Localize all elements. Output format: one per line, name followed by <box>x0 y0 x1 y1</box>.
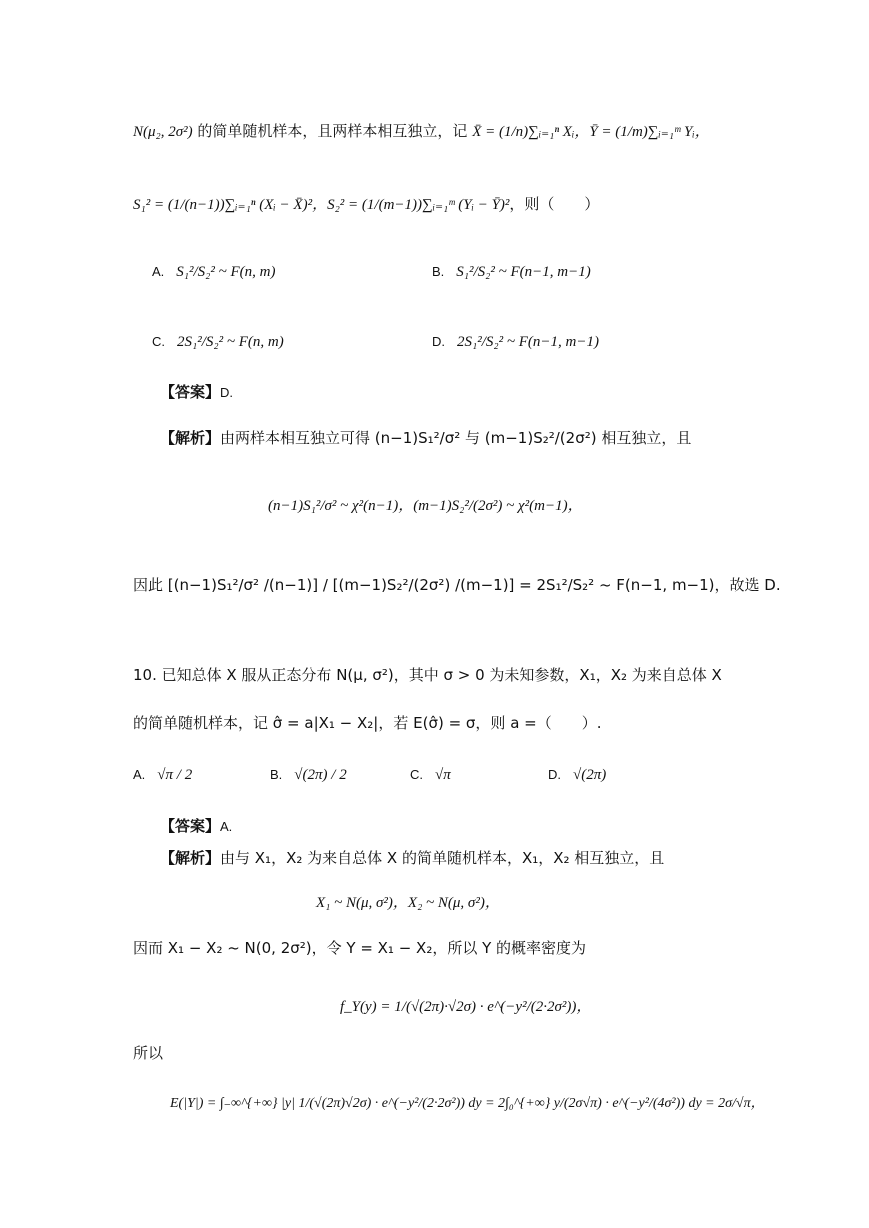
q10-density-formula: f_Y(y) = 1/(√(2π)·√2σ) · e^(−y²/(2·2σ²))， <box>340 999 592 1015</box>
q10-option-b: B. √(2π) / 2 <box>270 767 347 783</box>
answer-value: D. <box>220 385 234 400</box>
q10-answer <box>160 815 244 836</box>
analysis-tag: 【解析】 <box>160 429 221 447</box>
q10-option-c: C. √π <box>410 767 451 783</box>
q10-option-a: A. √π / 2 <box>133 767 193 783</box>
q9-line1-text: 的简单随机样本，且两样本相互独立，记 <box>192 122 473 140</box>
q9-distribution: N(μ₂, 2σ²) <box>133 124 193 140</box>
answer-tag: 【答案】 <box>160 383 221 401</box>
q10-stem-line2: 的简单随机样本，记 σ̂ = a|X₁ − X₂|，若 E(σ̂) = σ，则 a =（ ）. <box>133 714 602 732</box>
q9-ybar: ，Ȳ = (1/m)∑ᵢ₌₁ᵐ Yᵢ， <box>574 124 710 140</box>
q9-answer <box>160 381 245 402</box>
q9-option-a: A. S₁²/S₂² ~ F(n, m) <box>152 264 276 280</box>
q10-analysis-2: X₁ ~ N(μ, σ²)，X₂ ~ N(μ, σ²)， <box>316 895 500 911</box>
q9-analysis-2: (n−1)S₁²/σ² ~ χ²(n−1)，(m−1)S₂²/(2σ²) ~ χ²(m−1)， <box>268 498 583 514</box>
q9-line2-tail: ，则（ ） <box>509 195 600 213</box>
q9-line1 <box>133 120 710 141</box>
q9-s1-def: S₁² = (1/(n−1))∑ᵢ₌₁ⁿ (Xᵢ − X̄)² <box>133 197 313 213</box>
q10-stem-line1: 10. 已知总体 X 服从正态分布 N(μ, σ²)，其中 σ > 0 为未知参数，X₁，X₂ 为来自总体 X <box>133 666 722 684</box>
q9-option-b: B. S₁²/S₂² ~ F(n−1, m−1) <box>432 264 591 280</box>
q10-expectation-formula: E(|Y|) = ∫₋∞^{+∞} |y| 1/(√(2π)√2σ) · e^(−y²/(2·2σ²)) dy = 2∫₀^{+∞} y/(2σ√π) · e^(−y²/(4σ²)) dy = 2σ/√π， <box>170 1096 765 1111</box>
q10-analysis-5: 所以 <box>133 1044 164 1062</box>
q9-option-c: C. 2S₁²/S₂² ~ F(n, m) <box>152 334 284 350</box>
q9-s2-def: ，S₂² = (1/(m−1))∑ᵢ₌₁ᵐ (Yᵢ − Ȳ)² <box>312 197 510 213</box>
analysis-tag: 【解析】 <box>160 849 221 867</box>
q9-line2 <box>133 193 599 214</box>
q9-xbar: X̄ = (1/n)∑ᵢ₌₁ⁿ Xᵢ <box>472 124 575 140</box>
answer-value: A. <box>220 819 233 834</box>
q10-option-d: D. √(2π) <box>548 767 607 783</box>
q9-analysis-1: 【解析】由两样本相互独立可得 (n−1)S₁²/σ² 与 (m−1)S₂²/(2σ²) 相互独立，且 <box>160 429 692 447</box>
q10-analysis-3: 因而 X₁ − X₂ ~ N(0, 2σ²)，令 Y = X₁ − X₂，所以 Y 的概率密度为 <box>133 939 587 957</box>
q9-option-d: D. 2S₁²/S₂² ~ F(n−1, m−1) <box>432 334 599 350</box>
answer-tag: 【答案】 <box>160 817 221 835</box>
q10-analysis-1: 【解析】由与 X₁，X₂ 为来自总体 X 的简单随机样本，X₁，X₂ 相互独立，且 <box>160 849 665 867</box>
q9-analysis-3: 因此 [(n−1)S₁²/σ² /(n−1)] / [(m−1)S₂²/(2σ²) /(m−1)] = 2S₁²/S₂² ~ F(n−1, m−1)，故选 D. <box>133 576 781 594</box>
